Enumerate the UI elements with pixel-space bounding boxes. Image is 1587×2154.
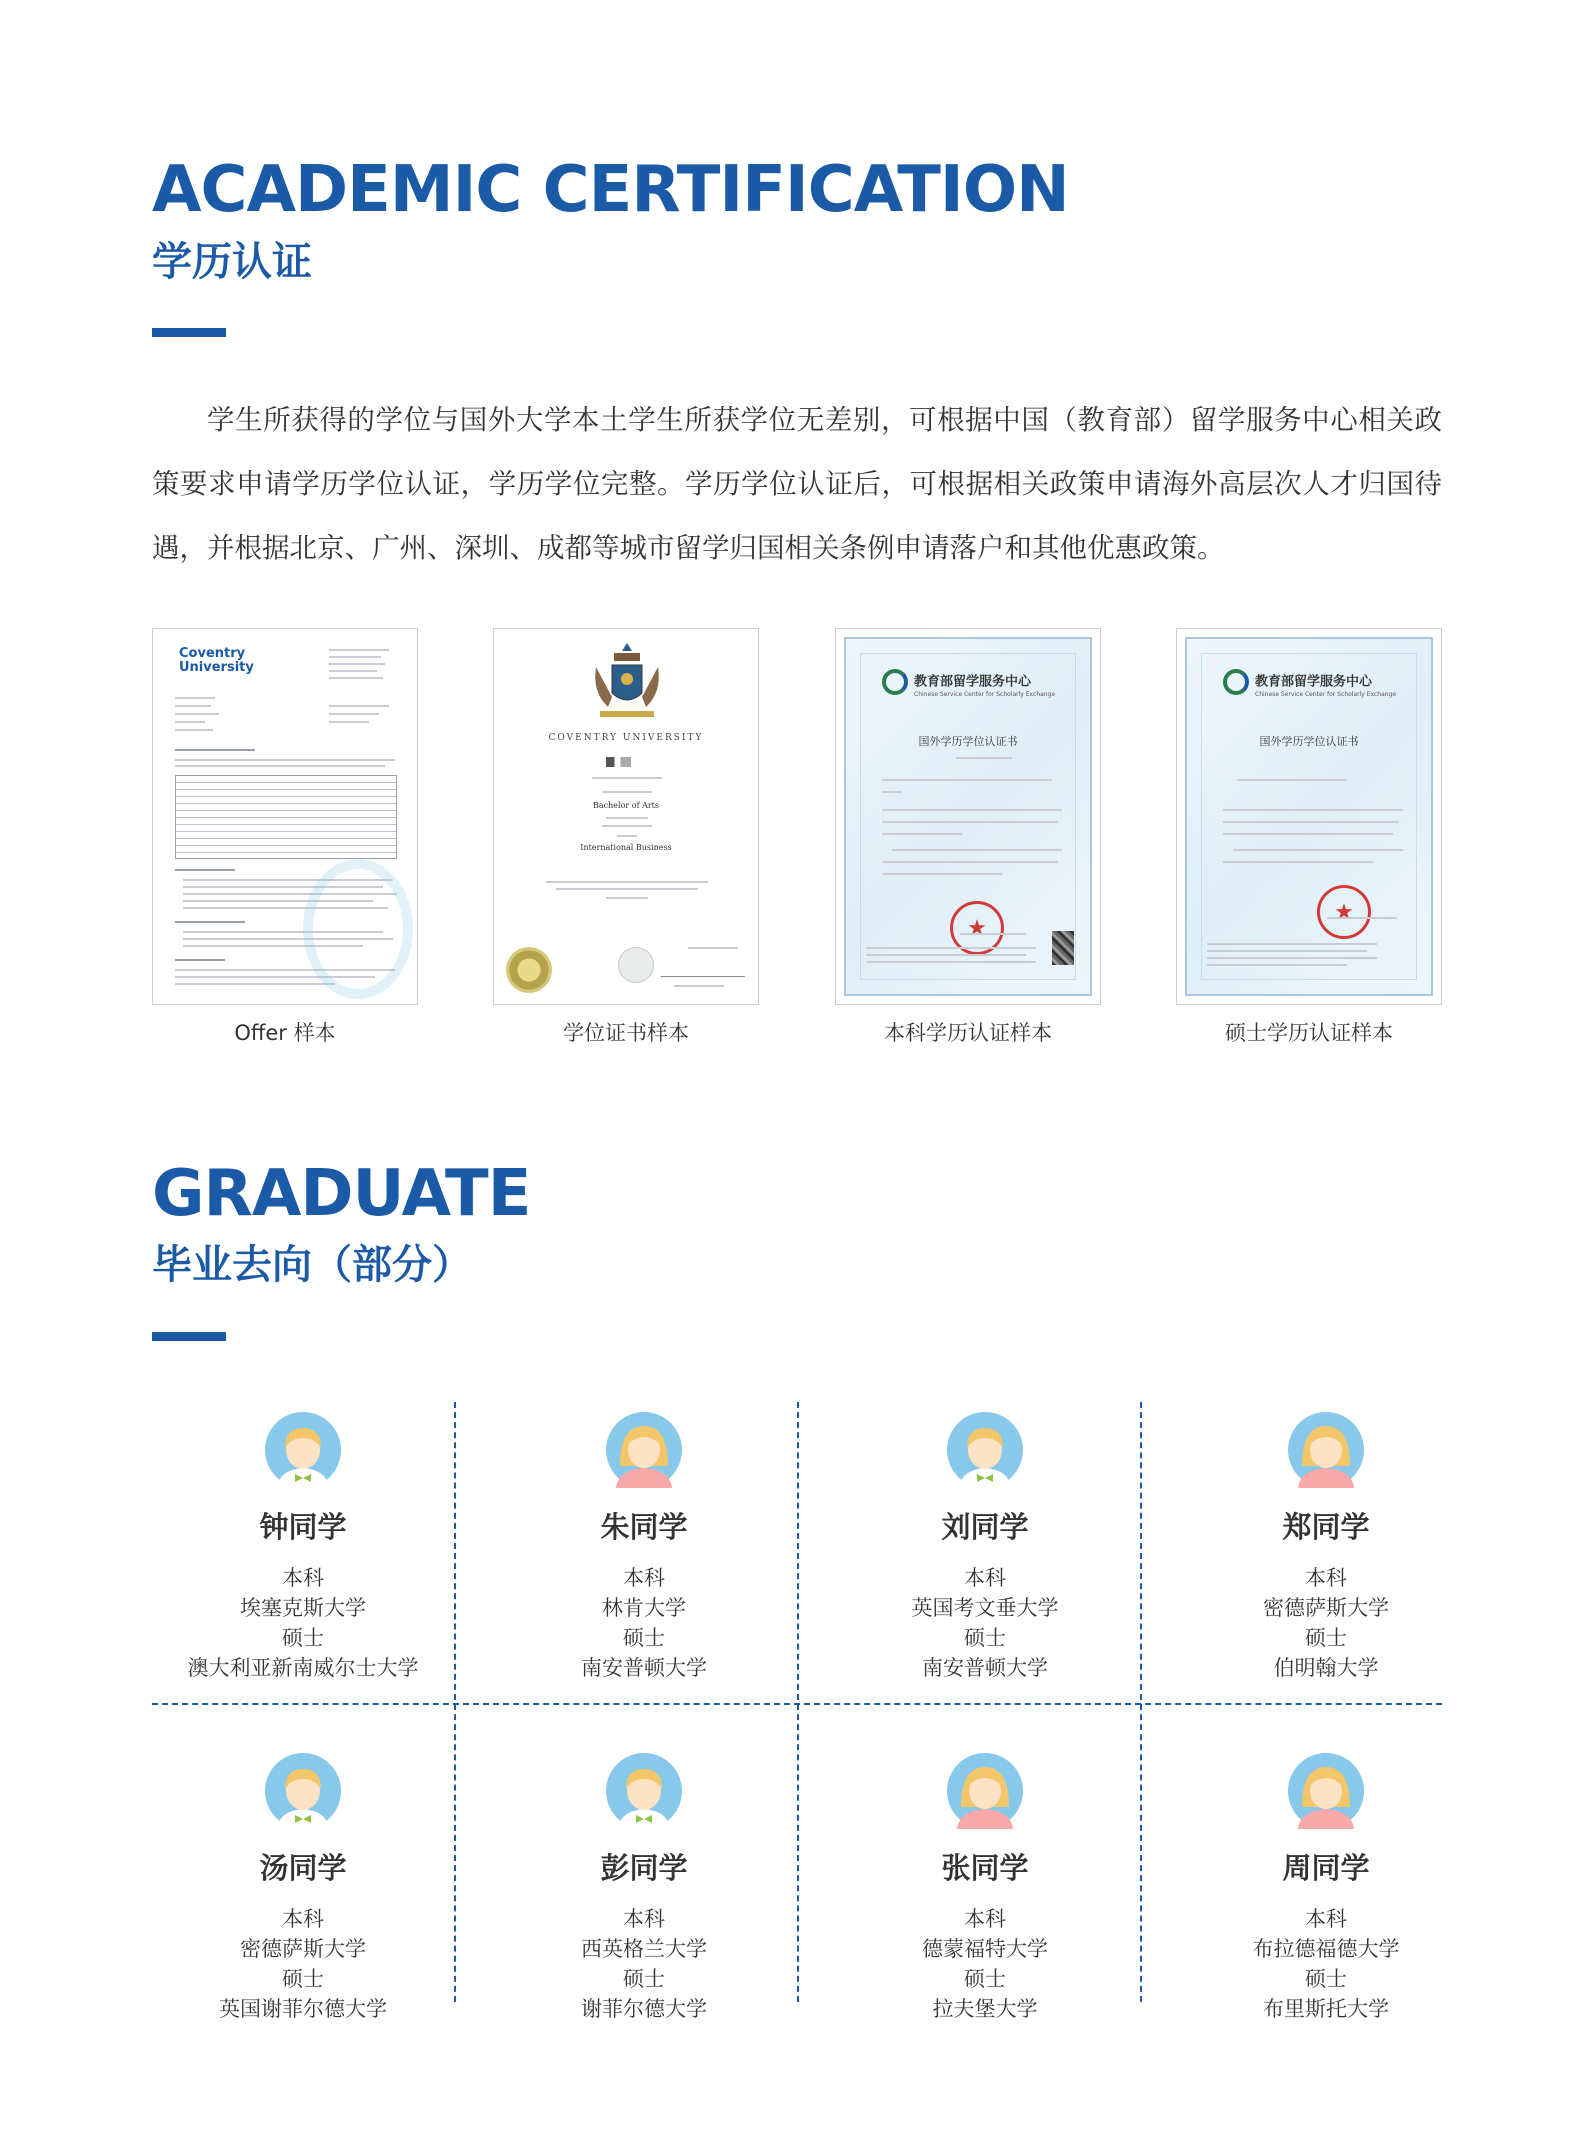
degree-name: Bachelor of Arts <box>593 801 659 810</box>
sample-gallery <box>152 628 1442 1048</box>
university-name: 南安普顿大学 <box>922 1656 1048 1680</box>
bachelor-cert-image <box>835 628 1101 1005</box>
graduate-card <box>483 1753 805 2053</box>
graduate-subtitle: 毕业去向（部分） <box>152 1242 472 1288</box>
graduate-grid <box>152 1402 1442 2021</box>
coat-of-arms-icon <box>582 637 672 727</box>
university-name: 布拉德福德大学 <box>1252 1937 1400 1961</box>
student-name: 朱同学 <box>600 1510 688 1544</box>
degree-level: 硕士 <box>623 1626 665 1650</box>
degree-level: 本科 <box>964 1566 1006 1590</box>
university-name: 英国考文垂大学 <box>911 1596 1059 1620</box>
student-name: 刘同学 <box>941 1510 1029 1544</box>
degree-level: 本科 <box>623 1907 665 1931</box>
degree-level: 本科 <box>1305 1907 1347 1931</box>
degree-level: 硕士 <box>282 1626 324 1650</box>
offer-logo: Coventry University <box>179 646 254 675</box>
degree-level: 本科 <box>282 1907 324 1931</box>
cscse-logo-icon <box>1223 669 1249 695</box>
student-name: 彭同学 <box>600 1851 688 1885</box>
cert-org-logo: 教育部留学服务中心 <box>1223 669 1372 695</box>
university-name: 西英格兰大学 <box>581 1937 707 1961</box>
sample-master-cert <box>1176 628 1442 1047</box>
university-name: 伯明翰大学 <box>1273 1656 1379 1680</box>
graduate-card <box>142 1753 464 2053</box>
cert-org-en: Chinese Service Center for Scholarly Exchange <box>1255 691 1397 698</box>
degree-document-image <box>493 628 759 1005</box>
intro-text: 学生所获得的学位与国外大学本土学生所获学位无差别，可根据中国（教育部）留学服务中心相关政策要求申请学历学位认证，学历学位完整。学历学位认证后，可根据相关政策申请海外高层次人才归国待遇，并根据北京、广州、深圳、成都等城市留学归国相关条例申请落户和其他优惠政策。 <box>152 404 1442 564</box>
graduate-card <box>824 1753 1146 2053</box>
sample-offer <box>152 628 418 1047</box>
student-name: 郑同学 <box>1282 1510 1370 1544</box>
degree-level: 硕士 <box>1305 1626 1347 1650</box>
student-name: 周同学 <box>1282 1851 1370 1885</box>
university-name: 林肯大学 <box>602 1596 686 1620</box>
sample-caption: 学位证书样本 <box>563 1021 689 1045</box>
cert-org-logo: 教育部留学服务中心 <box>882 669 1031 695</box>
sample-bachelor-cert <box>835 628 1101 1047</box>
master-cert-image <box>1176 628 1442 1005</box>
sample-caption: 本科学历认证样本 <box>884 1021 1052 1045</box>
university-name: 澳大利亚新南威尔士大学 <box>187 1656 419 1680</box>
academic-title: ACADEMIC CERTIFICATION <box>152 153 1069 227</box>
student-name: 张同学 <box>941 1851 1029 1885</box>
degree-university: COVENTRY UNIVERSITY <box>548 733 704 743</box>
university-name: 密德萨斯大学 <box>240 1937 366 1961</box>
university-name: 英国谢菲尔德大学 <box>219 1997 387 2021</box>
sample-caption: Offer 样本 <box>234 1021 336 1045</box>
student-name: 钟同学 <box>259 1510 347 1544</box>
degree-level: 本科 <box>623 1566 665 1590</box>
university-name: 密德萨斯大学 <box>1263 1596 1389 1620</box>
university-name: 南安普顿大学 <box>581 1656 707 1680</box>
degree-level: 硕士 <box>623 1967 665 1991</box>
girl-avatar-icon <box>1288 1412 1364 1488</box>
degree-subject: International Business <box>580 843 672 852</box>
university-name: 埃塞克斯大学 <box>240 1596 366 1620</box>
university-name: 德蒙福特大学 <box>922 1937 1048 1961</box>
degree-level: 本科 <box>1305 1566 1347 1590</box>
degree-level: 硕士 <box>964 1626 1006 1650</box>
university-name: 布里斯托大学 <box>1263 1997 1389 2021</box>
cert-title: 国外学历学位认证书 <box>1259 735 1359 748</box>
boy-avatar-icon <box>265 1412 341 1488</box>
sample-degree <box>493 628 759 1047</box>
cert-title: 国外学历学位认证书 <box>918 735 1018 748</box>
section-underline <box>152 328 226 337</box>
graduate-card <box>824 1412 1146 1712</box>
intro-paragraph <box>152 388 1442 580</box>
graduate-card <box>142 1412 464 1712</box>
girl-avatar-icon <box>1288 1753 1364 1829</box>
cert-org-en: Chinese Service Center for Scholarly Exchange <box>914 691 1056 698</box>
university-name: 谢菲尔德大学 <box>581 1997 707 2021</box>
boy-avatar-icon <box>606 1753 682 1829</box>
sample-caption: 硕士学历认证样本 <box>1225 1021 1393 1045</box>
cscse-logo-icon <box>882 669 908 695</box>
girl-avatar-icon <box>947 1753 1023 1829</box>
degree-level: 硕士 <box>282 1967 324 1991</box>
girl-avatar-icon <box>606 1412 682 1488</box>
boy-avatar-icon <box>265 1753 341 1829</box>
boy-avatar-icon <box>947 1412 1023 1488</box>
university-name: 拉夫堡大学 <box>932 1997 1038 2021</box>
degree-level: 本科 <box>282 1566 324 1590</box>
degree-level: 本科 <box>964 1907 1006 1931</box>
graduate-title: GRADUATE <box>152 1157 531 1231</box>
graduate-card <box>1165 1753 1487 2053</box>
graduate-card <box>483 1412 805 1712</box>
degree-level: 硕士 <box>1305 1967 1347 1991</box>
academic-subtitle: 学历认证 <box>152 239 312 285</box>
student-name: 汤同学 <box>259 1851 347 1885</box>
degree-level: 硕士 <box>964 1967 1006 1991</box>
graduate-card <box>1165 1412 1487 1712</box>
offer-document-image <box>152 628 418 1005</box>
section-underline <box>152 1332 226 1341</box>
